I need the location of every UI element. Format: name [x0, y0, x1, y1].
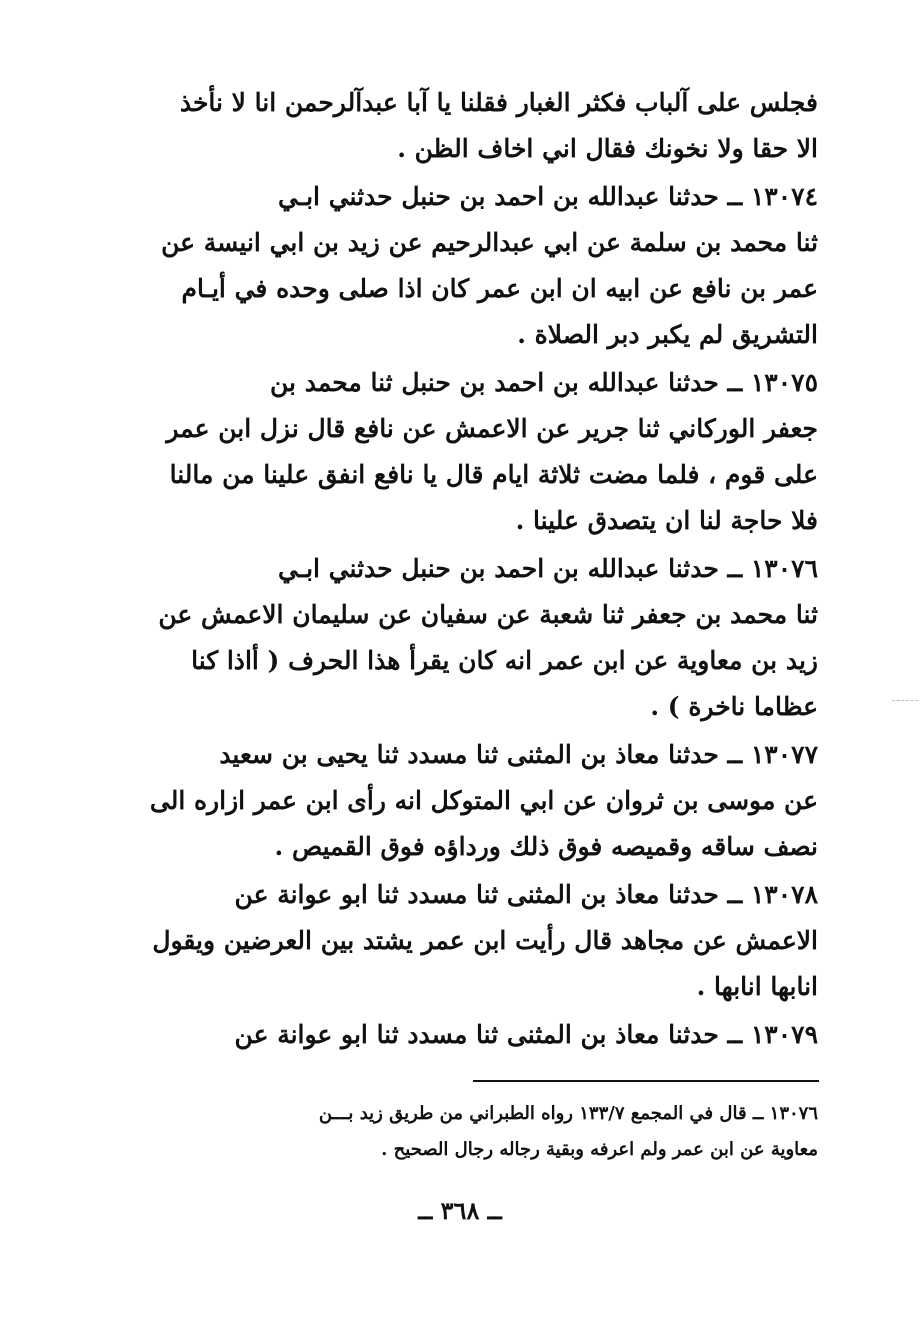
text-line: الاعمش عن مجاهد قال رأيت ابن عمر يشتد بين العرضين ويقول: [152, 926, 818, 955]
text-line: التشريق لم يكبر دبر الصلاة .: [517, 320, 818, 349]
text-line: ١٣٠٧٥ ــ حدثنا عبدالله بن احمد بن حنبل ثنا محمد بن: [270, 368, 818, 397]
text-line: فجلس على آلباب فكثر الغبار فقلنا يا آبا عبدآلرحمن انا لا نأخذ: [179, 88, 818, 117]
footnote-line: معاوية عن ابن عمر ولم اعرفه وبقية رجاله رجال الصحيح .: [381, 1139, 818, 1160]
hadith-13075: [118, 360, 818, 544]
text-line: عظاما ناخرة ) .: [650, 692, 818, 721]
text-line: ١٣٠٧٤ ــ حدثنا عبدالله بن احمد بن حنبل حدثني ابـي: [277, 182, 818, 211]
footnote-line: ١٣٠٧٦ ــ قال في المجمع ١٣٣/٧ رواه الطبراني من طريق زيد بـــن: [318, 1103, 818, 1124]
hadith-13076: [118, 546, 818, 730]
text-line: زيد بن معاوية عن ابن عمر انه كان يقرأ هذا الحرف ( أاذا كنا: [191, 646, 818, 675]
text-line: ثنا محمد بن سلمة عن ابي عبدالرحيم عن زيد بن ابي انيسة عن: [161, 228, 818, 257]
hadith-13074: [118, 174, 818, 358]
text-line: عن موسى بن ثروان عن ابي المتوكل انه رأى ابن عمر ازاره الى: [149, 786, 818, 815]
text-line: ١٣٠٧٧ ــ حدثنا معاذ بن المثنى ثنا مسدد ثنا يحيى بن سعيد: [219, 740, 818, 769]
hadith-13078: [118, 872, 818, 1010]
text-line: فلا حاجة لنا ان يتصدق علينا .: [515, 506, 818, 535]
text-line: انابها انابها .: [696, 972, 818, 1001]
footnote-separator: [473, 1080, 819, 1082]
text-line: عمر بن نافع عن ابيه ان ابن عمر كان اذا صلى وحده في أيـام: [181, 274, 818, 303]
scan-margin-mark: [892, 700, 918, 701]
page-number: ــ ٣٦٨ ــ: [418, 1196, 502, 1225]
text-line: ١٣٠٧٨ ــ حدثنا معاذ بن المثنى ثنا مسدد ثنا ابو عوانة عن: [234, 880, 818, 909]
text-line: ثنا محمد بن جعفر ثنا شعبة عن سفيان عن سليمان الاعمش عن: [158, 600, 818, 629]
text-line: على قوم ، فلما مضت ثلاثة ايام قال يا نافع انفق علينا من مالنا: [169, 460, 818, 489]
hadith-13077: [118, 732, 818, 870]
text-line: نصف ساقه وقميصه فوق ذلك ورداؤه فوق القميص .: [274, 832, 818, 861]
hadith-13079: [118, 1012, 818, 1058]
text-line: ١٣٠٧٩ ــ حدثنا معاذ بن المثنى ثنا مسدد ثنا ابو عوانة عن: [234, 1020, 818, 1049]
text-line: الا حقا ولا نخونك فقال اني اخاف الظن .: [397, 134, 818, 163]
text-line: جعفر الوركاني ثنا جرير عن الاعمش عن نافع قال نزل ابن عمر: [166, 414, 818, 443]
text-line: ١٣٠٧٦ ــ حدثنا عبدالله بن احمد بن حنبل حدثني ابـي: [277, 554, 818, 583]
paragraph-continuation: [118, 80, 818, 172]
footnote: [118, 1096, 818, 1168]
main-text-column: [118, 80, 818, 1058]
